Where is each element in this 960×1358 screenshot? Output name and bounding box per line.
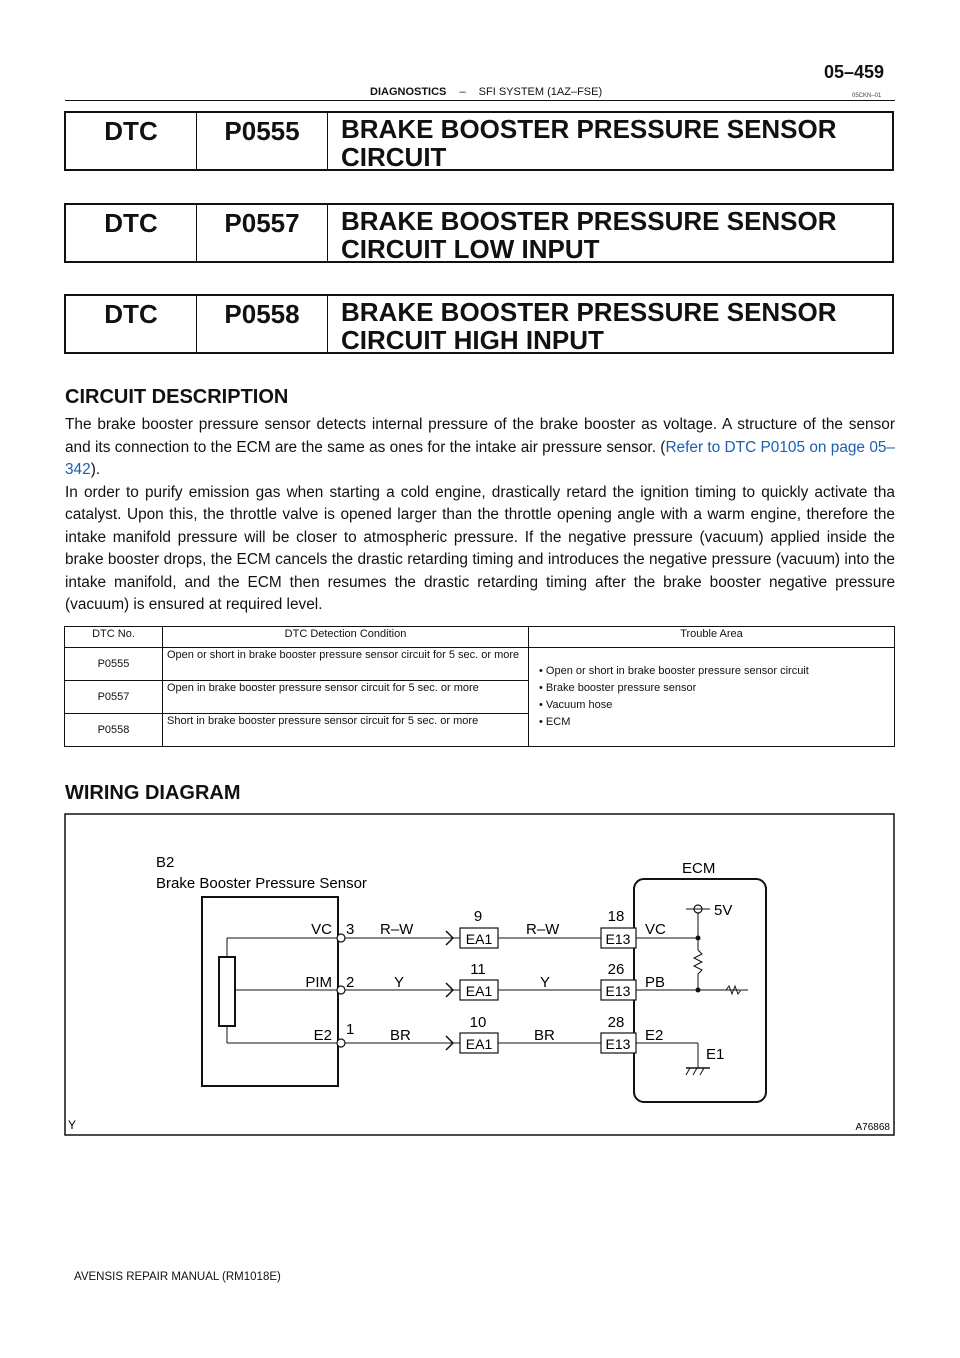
ecm-pin-number: 18	[607, 908, 625, 925]
supply-voltage: 5V	[714, 902, 733, 919]
header-trouble-area: Trouble Area	[529, 627, 895, 648]
sensing-element	[219, 957, 235, 1026]
trouble-area-item: • Open or short in brake booster pressure sensor circuit	[539, 665, 809, 677]
wiring-diagram-title: WIRING DIAGRAM	[65, 782, 241, 804]
trouble-area-item: • ECM	[539, 716, 571, 728]
dtc-label: DTC	[66, 113, 197, 169]
wire-color: R–W	[380, 921, 414, 938]
footer-manual-name: AVENSIS REPAIR MANUAL (RM1018E)	[74, 1271, 281, 1283]
ecm-terminal-vc: VC	[645, 921, 666, 938]
header-detection-condition: DTC Detection Condition	[163, 627, 529, 648]
header-dtc-no: DTC No.	[65, 627, 163, 648]
dtc-title-line1: BRAKE BOOSTER PRESSURE SENSOR	[341, 114, 837, 144]
dtc-title-line2: CIRCUIT HIGH INPUT	[341, 325, 604, 355]
connector-e13-label: E13	[605, 931, 631, 947]
dtc-no: P0558	[65, 714, 163, 747]
trouble-area-item: • Vacuum hose	[539, 699, 613, 711]
circuit-description-title: CIRCUIT DESCRIPTION	[65, 386, 289, 408]
dtc-no: P0557	[65, 681, 163, 714]
figure-id: A76868	[855, 1122, 890, 1133]
ea1-pin-number: 10	[469, 1014, 487, 1031]
dtc-label: DTC	[66, 205, 197, 261]
junction-dot	[696, 988, 701, 993]
corner-mark: Y	[68, 1118, 77, 1132]
header-system: SFI SYSTEM (1AZ–FSE)	[478, 86, 603, 98]
connector-e13-label: E13	[605, 983, 631, 999]
dtc-no: P0555	[65, 648, 163, 681]
wire-color: Y	[394, 974, 405, 991]
sensor-pin-marker	[337, 934, 345, 942]
refer-link[interactable]: Refer to DTC P0105 on page 05–342	[65, 438, 895, 478]
dtc-title-line1: BRAKE BOOSTER PRESSURE SENSOR	[341, 206, 837, 236]
ea1-pin-number: 11	[470, 961, 486, 978]
connector-e13-label: E13	[605, 1036, 631, 1052]
doc-code: 05CKN–01	[852, 93, 882, 99]
dtc-title-line2: CIRCUIT LOW INPUT	[341, 234, 600, 264]
ea1-pin-number: 9	[473, 908, 483, 925]
header-separator: –	[459, 86, 466, 98]
wire-color: Y	[540, 974, 551, 991]
ground-label: E1	[706, 1046, 725, 1063]
sensor-name: Brake Booster Pressure Sensor	[156, 875, 367, 892]
page-number: 05–459	[824, 62, 885, 82]
dtc-label: DTC	[66, 296, 197, 352]
trouble-area-item: • Brake booster pressure sensor	[539, 682, 697, 694]
wire-color: BR	[390, 1027, 411, 1044]
junction-dot	[696, 936, 701, 941]
ecm-pin-number: 26	[607, 961, 625, 978]
connector-ea1-label: EA1	[465, 983, 493, 999]
ground-hatch	[686, 1068, 690, 1075]
sensor-terminal-e2: E2	[313, 1027, 332, 1044]
sensor-pin-marker	[337, 986, 345, 994]
ecm-pin-number: 28	[607, 1014, 625, 1031]
sensor-pin-number: 1	[346, 1021, 355, 1038]
detection-condition: Open or short in brake booster pressure sensor circuit for 5 sec. or more	[163, 648, 529, 681]
ecm-terminal-pb: PB	[645, 974, 666, 991]
description-paragraph-2: In order to purify emission gas when starting a cold engine, drastically retard the ignition timing to quickly activate tha catalyst. Upon this, the throttle valve is opened larger than the throttle opening angle with a warm engine, therefore the intake manifold pressure will be closer to atmospheric pressure. If the negative pressure (vacuum) applied inside the brake booster drops, the ECM cancels the drastic retarding timing and introduces the negative pressure (vacuum) into the intake manifold, and the ECM then resumes the drastic retarding timing after the brake booster negative pressure (vacuum) is ensured at required level.	[65, 483, 895, 613]
ground-hatch	[693, 1068, 697, 1075]
connector-ea1-label: EA1	[465, 931, 493, 947]
connector-ea1-label: EA1	[465, 1036, 493, 1052]
dtc-code: P0558	[197, 296, 328, 352]
header-section: DIAGNOSTICS	[370, 86, 447, 98]
wire-color: BR	[534, 1027, 555, 1044]
sensor-terminal-vc: VC	[311, 921, 332, 938]
detection-condition: Open in brake booster pressure sensor circuit for 5 sec. or more	[163, 681, 529, 714]
dtc-code: P0555	[197, 113, 328, 169]
sensor-pin-marker	[337, 1039, 345, 1047]
description-paragraph-1: The brake booster pressure sensor detects internal pressure of the brake booster as voltage. A structure of the sensor and its connection to the ECM are the same as ones for the intake air pressure sensor. (Refer to DTC P0105 on page 05–342).	[65, 416, 895, 478]
sensor-pin-number: 3	[346, 921, 355, 938]
wire-color: R–W	[526, 921, 560, 938]
sensor-pin-number: 2	[346, 974, 355, 991]
ground-hatch	[700, 1068, 704, 1075]
ecm-terminal-e2: E2	[645, 1027, 664, 1044]
sensor-terminal-pim: PIM	[305, 974, 332, 991]
sensor-id: B2	[156, 854, 175, 871]
dtc-code: P0557	[197, 205, 328, 261]
dtc-title-line2: CIRCUIT	[341, 142, 447, 172]
ecm-label: ECM	[682, 860, 716, 877]
pullup-resistor	[694, 950, 702, 990]
detection-condition: Short in brake booster pressure sensor circuit for 5 sec. or more	[163, 714, 529, 747]
dtc-title-line1: BRAKE BOOSTER PRESSURE SENSOR	[341, 297, 837, 327]
